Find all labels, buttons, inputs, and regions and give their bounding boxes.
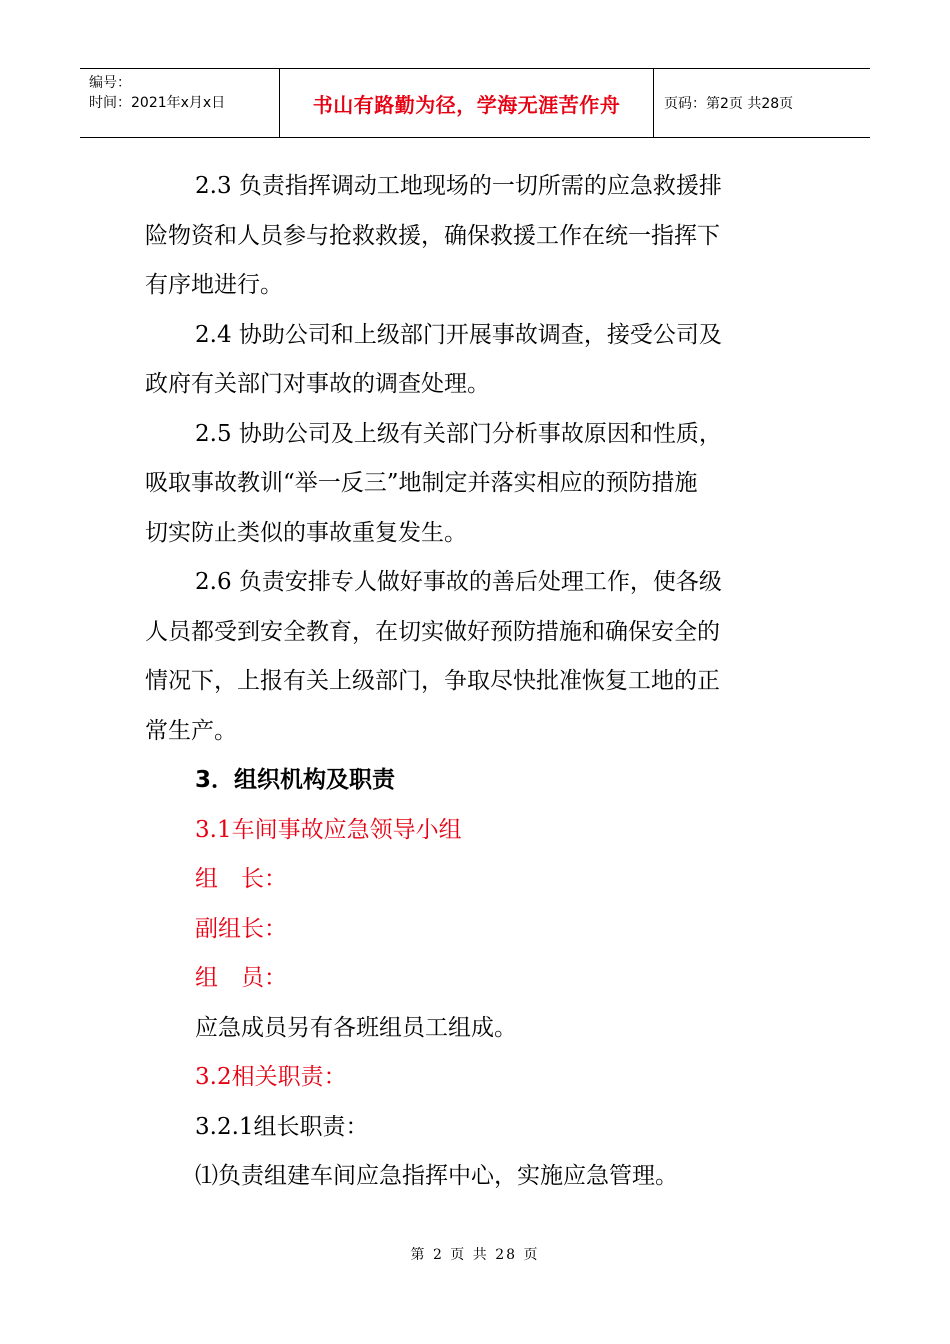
paragraph-line: 应急成员另有各班组员工组成。 xyxy=(195,1014,517,1041)
paragraph-line: 常生产。 xyxy=(145,717,237,744)
paragraph-line: 情况下，上报有关上级部门，争取尽快批准恢复工地的正 xyxy=(145,668,720,694)
paragraph-line: 2.3 负责指挥调动工地现场的一切所需的应急救援排 xyxy=(195,173,722,199)
header-motto: 书山有路勤为径，学海无涯苦作舟 xyxy=(280,69,654,137)
page-footer: 第 2 页 共 28 页 xyxy=(410,1247,540,1263)
paragraph-line: 切实防止类似的事故重复发生。 xyxy=(145,519,467,546)
paragraph-line: 有序地进行。 xyxy=(145,272,283,298)
document-number-label: 编号： xyxy=(89,75,131,91)
paragraph-line: 险物资和人员参与抢救救援，确保救援工作在统一指挥下 xyxy=(145,222,720,249)
section-heading: 3．组织机构及职责 xyxy=(195,767,396,793)
list-item: ⑴负责组建车间应急指挥中心，实施应急管理。 xyxy=(195,1163,678,1189)
header-meta-cell xyxy=(80,69,280,137)
role-member-label: 组 员： xyxy=(195,965,287,991)
document-time-label: 时间：2021年x月x日 xyxy=(89,95,226,111)
header-page-info: 页码：第2页 共28页 xyxy=(664,96,794,112)
document-body xyxy=(145,162,810,1202)
paragraph-line: 政府有关部门对事故的调查处理。 xyxy=(145,371,490,397)
role-leader-label: 组 长： xyxy=(195,866,287,892)
role-deputy-leader-label: 副组长： xyxy=(195,915,287,942)
paragraph-line: 人员都受到安全教育，在切实做好预防措施和确保安全的 xyxy=(145,618,720,645)
subsection-heading: 3.2相关职责： xyxy=(195,1064,347,1090)
paragraph-line: 吸取事故教训“举一反三”地制定并落实相应的预防措施 xyxy=(145,470,698,496)
paragraph-line: 2.5 协助公司及上级有关部门分析事故原因和性质， xyxy=(195,420,722,447)
paragraph-line: 2.6 负责安排专人做好事故的善后处理工作，使各级 xyxy=(195,569,722,595)
page-header xyxy=(80,68,870,138)
subsection-heading: 3.1车间事故应急领导小组 xyxy=(195,816,462,843)
paragraph-line: 2.4 协助公司和上级部门开展事故调查，接受公司及 xyxy=(195,321,722,348)
sub-subsection-heading: 3.2.1组长职责： xyxy=(195,1113,369,1140)
